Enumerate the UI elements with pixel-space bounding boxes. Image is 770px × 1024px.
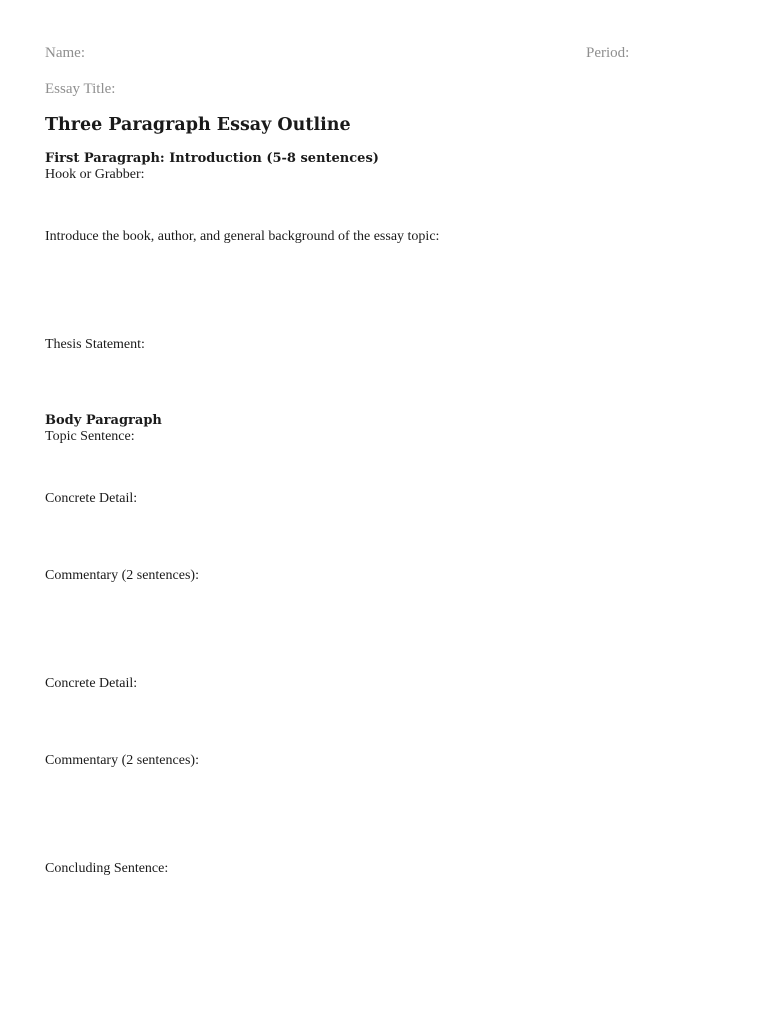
- topic-sentence-prompt: Topic Sentence:: [45, 429, 135, 444]
- introduce-prompt: Introduce the book, author, and general background of the essay topic:: [45, 229, 440, 244]
- commentary-prompt: Commentary (2 sentences):: [45, 753, 199, 768]
- name-label: Name:: [45, 45, 85, 61]
- commentary-prompt: Commentary (2 sentences):: [45, 568, 199, 583]
- document-title: Three Paragraph Essay Outline: [45, 115, 351, 135]
- concrete-detail-prompt: Concrete Detail:: [45, 676, 138, 691]
- first-paragraph-heading: First Paragraph: Introduction (5-8 sentences): [45, 151, 379, 166]
- thesis-prompt: Thesis Statement:: [45, 337, 145, 352]
- hook-prompt: Hook or Grabber:: [45, 167, 145, 182]
- body-paragraph-heading: Body Paragraph: [45, 413, 162, 428]
- period-label: Period:: [586, 45, 630, 61]
- concrete-detail-prompt: Concrete Detail:: [45, 491, 138, 506]
- essay-title-label: Essay Title:: [45, 81, 116, 97]
- concluding-sentence-prompt: Concluding Sentence:: [45, 861, 169, 876]
